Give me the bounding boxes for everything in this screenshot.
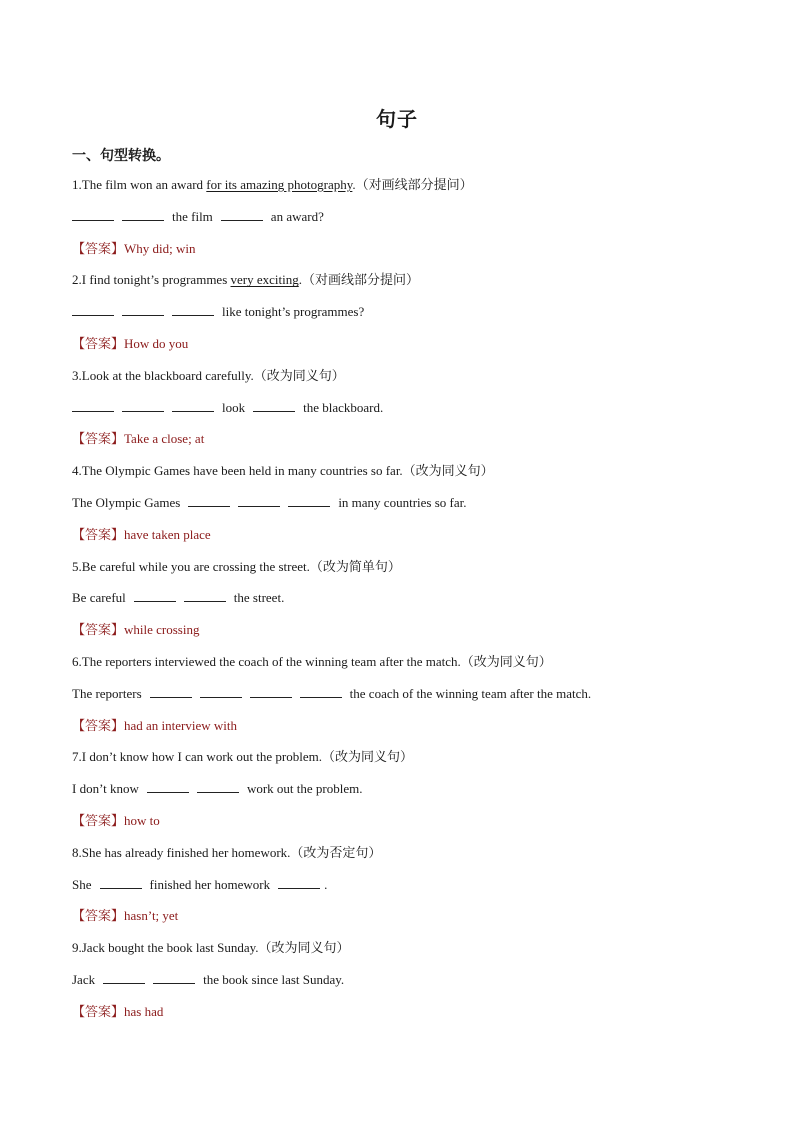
fill-text: Jack — [72, 972, 96, 987]
question-text: 3.Look at the blackboard carefully.（改为同义句） — [72, 367, 345, 383]
answer-text: while crossing — [124, 622, 200, 638]
answer-text: has had — [124, 1003, 164, 1019]
fill-text: the book since last Sunday. — [203, 972, 345, 987]
answer-line — [72, 813, 160, 829]
fill-text: the street. — [233, 590, 285, 606]
answer-label: 【答案】 — [72, 717, 125, 733]
answer-line — [72, 622, 199, 638]
blank-line — [188, 495, 230, 507]
fill-text: The reporters — [72, 685, 142, 701]
blank-line — [184, 590, 226, 602]
answer-label: 【答案】 — [72, 1003, 125, 1019]
blank-line — [238, 495, 280, 507]
question-text: 8.She has already finished her homework.（改为否定句） — [72, 844, 382, 860]
answer-text: Take a close; at — [124, 431, 205, 447]
answer-line — [72, 908, 178, 924]
blank-line — [147, 781, 189, 793]
fill-text: finished her homework — [149, 876, 271, 892]
section-heading: 一、句型转换。 — [72, 149, 170, 164]
underlined-phrase: for its amazing photography — [206, 177, 353, 192]
blank-line — [221, 209, 263, 221]
answer-line — [72, 718, 237, 734]
fill-text: the coach of the winning team after the match. — [349, 685, 592, 701]
answer-label: 【答案】 — [72, 240, 125, 256]
blank-line — [134, 590, 176, 602]
fill-in-line — [72, 209, 328, 225]
answer-text: hasn’t; yet — [124, 908, 179, 924]
question-text: 4.The Olympic Games have been held in many countries so far.（改为同义句） — [72, 463, 494, 479]
blank-line — [122, 304, 164, 316]
blank-line — [300, 686, 342, 698]
answer-label: 【答案】 — [72, 526, 125, 542]
fill-text: an award? — [270, 208, 324, 224]
fill-text: . — [324, 876, 328, 892]
blank-line — [153, 972, 195, 984]
question-text: 9.Jack bought the book last Sunday.（改为同义句） — [72, 940, 350, 956]
fill-text: The Olympic Games — [72, 495, 181, 510]
blank-line — [150, 686, 192, 698]
fill-in-line — [72, 304, 368, 320]
answer-label: 【答案】 — [72, 431, 125, 447]
question-text: 7.I don’t know how I can work out the problem.（改为同义句） — [72, 749, 413, 765]
blank-line — [103, 972, 145, 984]
fill-in-line — [72, 781, 366, 797]
answer-text: Why did; win — [124, 240, 196, 256]
blank-line — [72, 304, 114, 316]
question-text: 2.I find tonight’s programmes very exciting.（对画线部分提问） — [72, 272, 420, 288]
fill-in-line — [72, 590, 288, 606]
answer-text: have taken place — [124, 526, 211, 542]
blank-line — [250, 686, 292, 698]
fill-text: the blackboard. — [303, 399, 384, 415]
answer-line — [72, 431, 204, 447]
blank-line — [278, 877, 320, 889]
blank-line — [253, 400, 295, 412]
underlined-phrase: very exciting — [230, 272, 299, 288]
question-text: 5.Be careful while you are crossing the street.（改为简单句） — [72, 558, 401, 574]
fill-in-line — [72, 686, 595, 702]
fill-text: She — [72, 876, 92, 892]
answer-text: had an interview with — [124, 717, 238, 733]
blank-line — [288, 495, 330, 507]
blank-line — [122, 400, 164, 412]
blank-line — [122, 209, 164, 221]
fill-text: work out the problem. — [246, 781, 363, 797]
fill-text: like tonight’s programmes? — [222, 304, 365, 320]
answer-line — [72, 1004, 163, 1020]
fill-text: the film — [172, 208, 213, 224]
answer-text: How do you — [124, 336, 189, 351]
answer-text: how to — [124, 813, 160, 828]
fill-text: in many countries so far. — [338, 495, 467, 510]
question-text: 6.The reporters interviewed the coach of the winning team after the match.（改为同义句） — [72, 654, 552, 669]
blank-line — [172, 400, 214, 412]
answer-label: 【答案】 — [72, 908, 125, 924]
answer-line — [72, 336, 188, 352]
fill-in-line — [72, 972, 348, 988]
blank-line — [72, 209, 114, 221]
fill-text: Be careful — [72, 590, 126, 606]
answer-line — [72, 241, 196, 257]
blank-line — [197, 781, 239, 793]
answer-label: 【答案】 — [72, 622, 125, 638]
page-title: 句子 — [376, 109, 418, 131]
answer-line — [72, 527, 211, 543]
answer-label: 【答案】 — [72, 336, 125, 351]
fill-text: look — [222, 399, 246, 415]
fill-in-line — [72, 495, 470, 511]
question-text: 1.The film won an award for its amazing photography.（对画线部分提问） — [72, 177, 473, 192]
fill-text: I don’t know — [72, 781, 139, 797]
fill-in-line — [72, 400, 387, 416]
blank-line — [72, 400, 114, 412]
answer-label: 【答案】 — [72, 813, 125, 828]
fill-in-line — [72, 877, 327, 893]
blank-line — [100, 877, 142, 889]
blank-line — [172, 304, 214, 316]
blank-line — [200, 686, 242, 698]
